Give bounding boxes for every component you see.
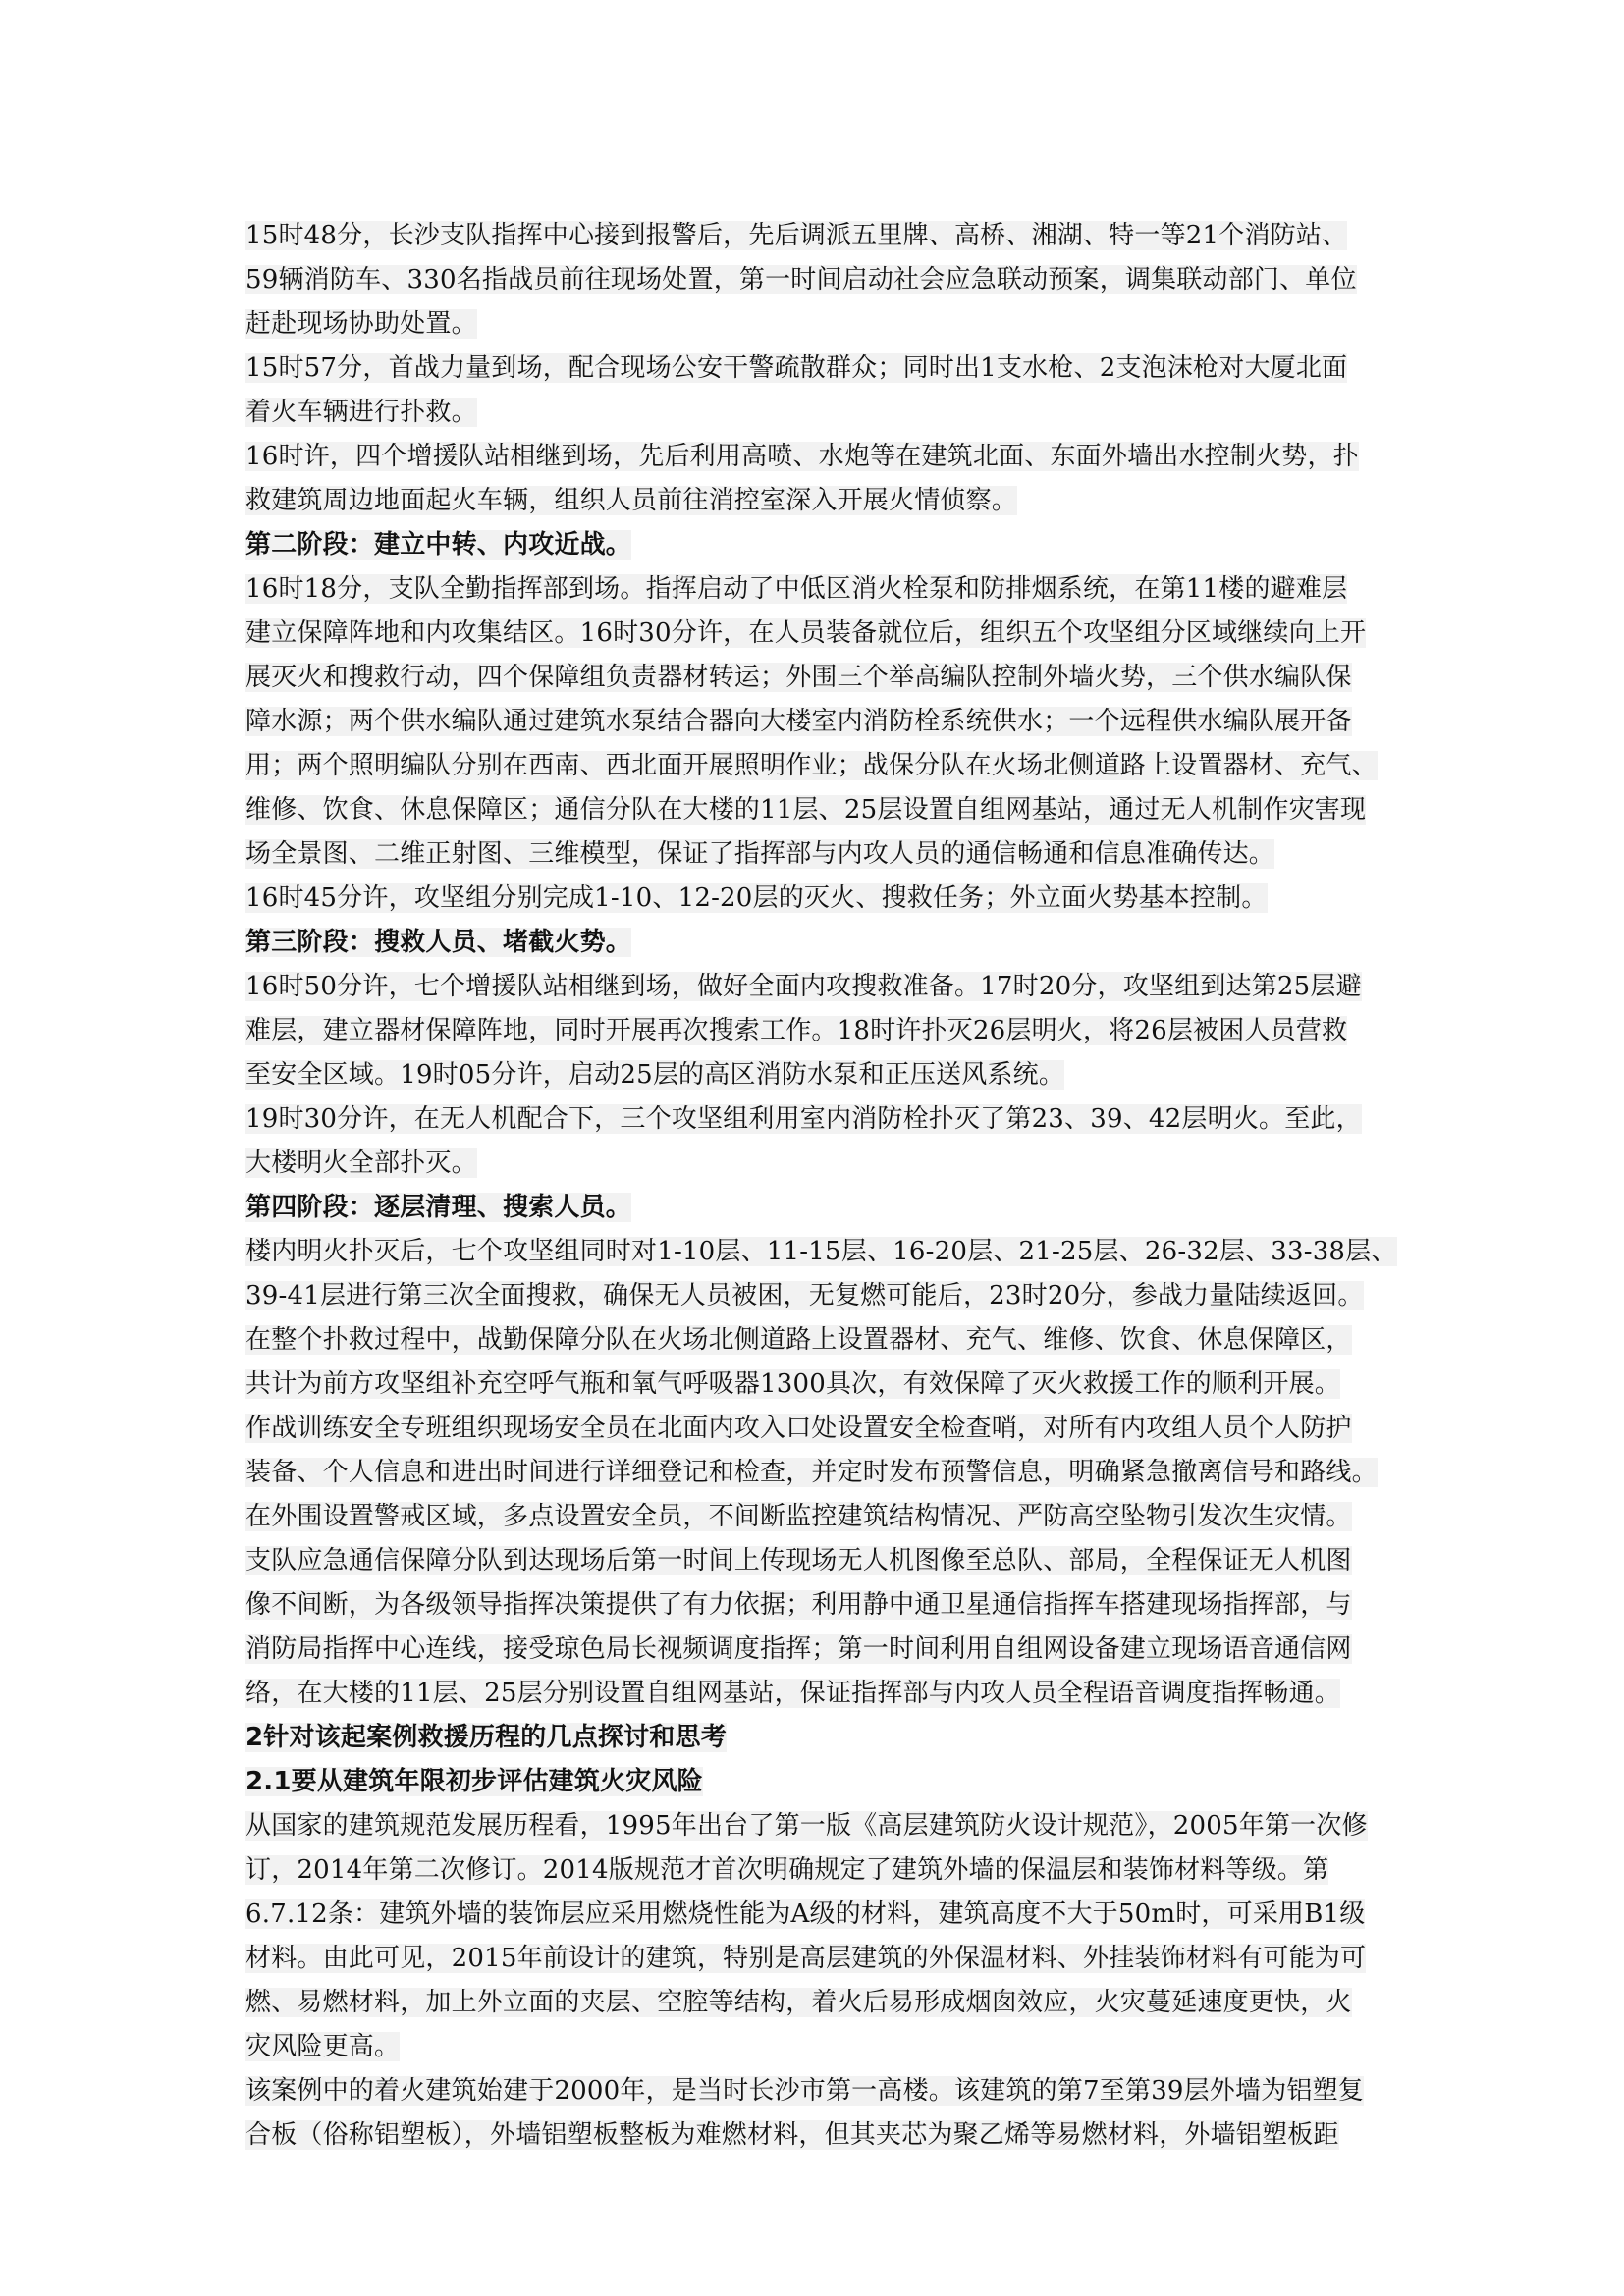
text-line	[245, 1495, 1384, 1539]
text-line	[245, 656, 1384, 700]
paragraph	[245, 435, 1384, 523]
line-text: 灾风险更高。	[245, 2032, 401, 2061]
line-text: 6.7.12条：建筑外墙的装饰层应采用燃烧性能为A级的材料，建筑高度不大于50m时，可采用B1级	[245, 1899, 1366, 1929]
text-line	[245, 1097, 1384, 1142]
text-line	[245, 302, 1384, 347]
text-line	[245, 1318, 1384, 1362]
text-line	[245, 214, 1384, 258]
text-line	[245, 1848, 1384, 1893]
section-heading	[245, 1716, 1384, 1760]
text-line	[245, 2025, 1384, 2069]
heading-text: 第四阶段：逐层清理、搜索人员。	[245, 1193, 632, 1222]
text-line	[245, 1672, 1384, 1716]
paragraph	[245, 1097, 1384, 1186]
line-text: 在外围设置警戒区域，多点设置安全员，不间断监控建筑结构情况、严防高空坠物引发次生灾情。	[245, 1502, 1352, 1531]
text-line	[245, 744, 1384, 788]
line-text: 消防局指挥中心连线，接受琼色局长视频调度指挥；第一时间利用自组网设备建立现场语音通信网	[245, 1634, 1352, 1664]
text-line	[245, 965, 1384, 1009]
text-line	[245, 1937, 1384, 1981]
line-text: 16时许，四个增援队站相继到场，先后利用高喷、水炮等在建筑北面、东面外墙出水控制火势，扑	[245, 442, 1359, 471]
line-text: 15时57分，首战力量到场，配合现场公安干警疏散群众；同时出1支水枪、2支泡沫枪对大厦北面	[245, 353, 1348, 383]
text-line	[245, 2069, 1384, 2113]
line-text: 材料。由此可见，2015年前设计的建筑，特别是高层建筑的外保温材料、外挂装饰材料有可能为可	[245, 1944, 1367, 1973]
paragraph	[245, 965, 1384, 1097]
line-text: 络，在大楼的11层、25层分别设置自组网基站，保证指挥部与内攻人员全程语音调度指挥畅通。	[245, 1679, 1340, 1708]
line-text: 难层，建立器材保障阵地，同时开展再次搜索工作。18时许扑灭26层明火，将26层被困人员营救	[245, 1016, 1348, 1045]
section-heading	[245, 523, 1384, 567]
heading-text: 2针对该起案例救援历程的几点探讨和思考	[245, 1723, 727, 1752]
paragraph	[245, 347, 1384, 435]
heading-text: 2.1要从建筑年限初步评估建筑火灾风险	[245, 1767, 703, 1796]
heading-text: 第三阶段：搜救人员、堵截火势。	[245, 928, 632, 957]
line-text: 订，2014年第二次修订。2014版规范才首次明确规定了建筑外墙的保温层和装饰材料等级。第	[245, 1855, 1329, 1885]
paragraph	[245, 2069, 1384, 2158]
section-heading	[245, 1760, 1384, 1804]
text-line	[245, 1893, 1384, 1937]
text-line	[245, 1142, 1384, 1186]
text-line	[245, 788, 1384, 832]
text-line	[245, 347, 1384, 391]
text-line	[245, 567, 1384, 612]
text-line	[245, 1583, 1384, 1628]
line-text: 16时18分，支队全勤指挥部到场。指挥启动了中低区消火栓泵和防排烟系统，在第11楼的避难层	[245, 574, 1348, 604]
paragraph	[245, 877, 1384, 921]
line-text: 建立保障阵地和内攻集结区。16时30分许，在人员装备就位后，组织五个攻坚组分区域继续向上开	[245, 618, 1367, 648]
section-heading	[245, 1186, 1384, 1230]
text-line	[245, 523, 1384, 567]
text-line	[245, 1804, 1384, 1848]
line-text: 楼内明火扑灭后，七个攻坚组同时对1-10层、11-15层、16-20层、21-25层、26-32层、33-38层、	[245, 1237, 1397, 1266]
line-text: 16时50分许，七个增援队站相继到场，做好全面内攻搜救准备。17时20分，攻坚组到达第25层避	[245, 972, 1362, 1001]
line-text: 19时30分许，在无人机配合下，三个攻坚组利用室内消防栓扑灭了第23、39、42层明火。至此，	[245, 1104, 1362, 1134]
line-text: 该案例中的着火建筑始建于2000年，是当时长沙市第一高楼。该建筑的第7至第39层外墙为铝塑复	[245, 2076, 1364, 2106]
paragraph	[245, 1230, 1397, 1318]
line-text: 至安全区域。19时05分许，启动25层的高区消防水泵和正压送风系统。	[245, 1060, 1065, 1090]
line-text: 作战训练安全专班组织现场安全员在北面内攻入口处设置安全检查哨，对所有内攻组人员个人防护	[245, 1414, 1352, 1443]
paragraph	[245, 1407, 1384, 1539]
line-text: 赶赴现场协助处置。	[245, 309, 477, 339]
text-line	[245, 435, 1384, 479]
line-text: 合板（俗称铝塑板），外墙铝塑板整板为难燃材料，但其夹芯为聚乙烯等易燃材料，外墙铝塑板距	[245, 2120, 1339, 2150]
text-line	[245, 1407, 1384, 1451]
text-line	[245, 1451, 1384, 1495]
line-text: 场全景图、二维正射图、三维模型，保证了指挥部与内攻人员的通信畅通和信息准确传达。	[245, 839, 1275, 869]
text-line	[245, 1760, 1384, 1804]
text-line	[245, 700, 1384, 744]
text-line	[245, 1716, 1384, 1760]
paragraph	[245, 1539, 1384, 1716]
text-line	[245, 1230, 1397, 1274]
text-line	[245, 832, 1384, 877]
text-line	[245, 1186, 1384, 1230]
paragraph	[245, 1804, 1384, 2069]
line-text: 从国家的建筑规范发展历程看，1995年出台了第一版《高层建筑防火设计规范》，2005年第一次修	[245, 1811, 1368, 1841]
line-text: 装备、个人信息和进出时间进行详细登记和检查，并定时发布预警信息，明确紧急撤离信号和路线。	[245, 1458, 1378, 1487]
line-text: 展灭火和搜救行动，四个保障组负责器材转运；外围三个举高编队控制外墙火势，三个供水编队保	[245, 663, 1352, 692]
line-text: 59辆消防车、330名指战员前往现场处置，第一时间启动社会应急联动预案，调集联动部门、单位	[245, 265, 1357, 294]
text-line	[245, 1362, 1384, 1407]
text-line	[245, 1539, 1384, 1583]
text-line	[245, 921, 1384, 965]
line-text: 着火车辆进行扑救。	[245, 398, 477, 427]
heading-text: 第二阶段：建立中转、内攻近战。	[245, 530, 632, 560]
line-text: 16时45分许，攻坚组分别完成1-10、12-20层的灭火、搜救任务；外立面火势基本控制。	[245, 883, 1268, 913]
text-line	[245, 612, 1384, 656]
line-text: 支队应急通信保障分队到达现场后第一时间上传现场无人机图像至总队、部局，全程保证无人机图	[245, 1546, 1352, 1575]
line-text: 燃、易燃材料，加上外立面的夹层、空腔等结构，着火后易形成烟囱效应，火灾蔓延速度更快，火	[245, 1988, 1352, 2017]
text-line	[245, 1981, 1384, 2025]
text-line	[245, 479, 1384, 523]
line-text: 维修、饮食、休息保障区；通信分队在大楼的11层、25层设置自组网基站，通过无人机制作灾害现	[245, 795, 1367, 825]
line-text: 15时48分，长沙支队指挥中心接到报警后，先后调派五里牌、高桥、湘湖、特一等21个消防站、	[245, 221, 1348, 250]
line-text: 用；两个照明编队分别在西南、西北面开展照明作业；战保分队在火场北侧道路上设置器材、充气、	[245, 751, 1378, 780]
document-page	[245, 214, 1397, 2158]
text-line	[245, 1053, 1384, 1097]
text-line	[245, 877, 1384, 921]
text-line	[245, 391, 1384, 435]
text-line	[245, 258, 1384, 302]
paragraph	[245, 1318, 1384, 1407]
line-text: 39-41层进行第三次全面搜救，确保无人员被困，无复燃可能后，23时20分，参战力量陆续返回。	[245, 1281, 1364, 1310]
line-text: 在整个扑救过程中，战勤保障分队在火场北侧道路上设置器材、充气、维修、饮食、休息保障区，	[245, 1325, 1352, 1355]
line-text: 障水源；两个供水编队通过建筑水泵结合器向大楼室内消防栓系统供水；一个远程供水编队展开备	[245, 707, 1352, 736]
paragraph	[245, 567, 1384, 877]
text-line	[245, 1274, 1384, 1318]
line-text: 共计为前方攻坚组补充空呼气瓶和氧气呼吸器1300具次，有效保障了灭火救援工作的顺利开展。	[245, 1369, 1340, 1399]
line-text: 像不间断，为各级领导指挥决策提供了有力依据；利用静中通卫星通信指挥车搭建现场指挥部，与	[245, 1590, 1352, 1620]
paragraph	[245, 214, 1384, 347]
text-line	[245, 1009, 1384, 1053]
line-text: 救建筑周边地面起火车辆，组织人员前往消控室深入开展火情侦察。	[245, 486, 1018, 515]
text-line	[245, 2113, 1384, 2158]
section-heading	[245, 921, 1384, 965]
line-text: 大楼明火全部扑灭。	[245, 1148, 477, 1178]
text-line	[245, 1628, 1384, 1672]
